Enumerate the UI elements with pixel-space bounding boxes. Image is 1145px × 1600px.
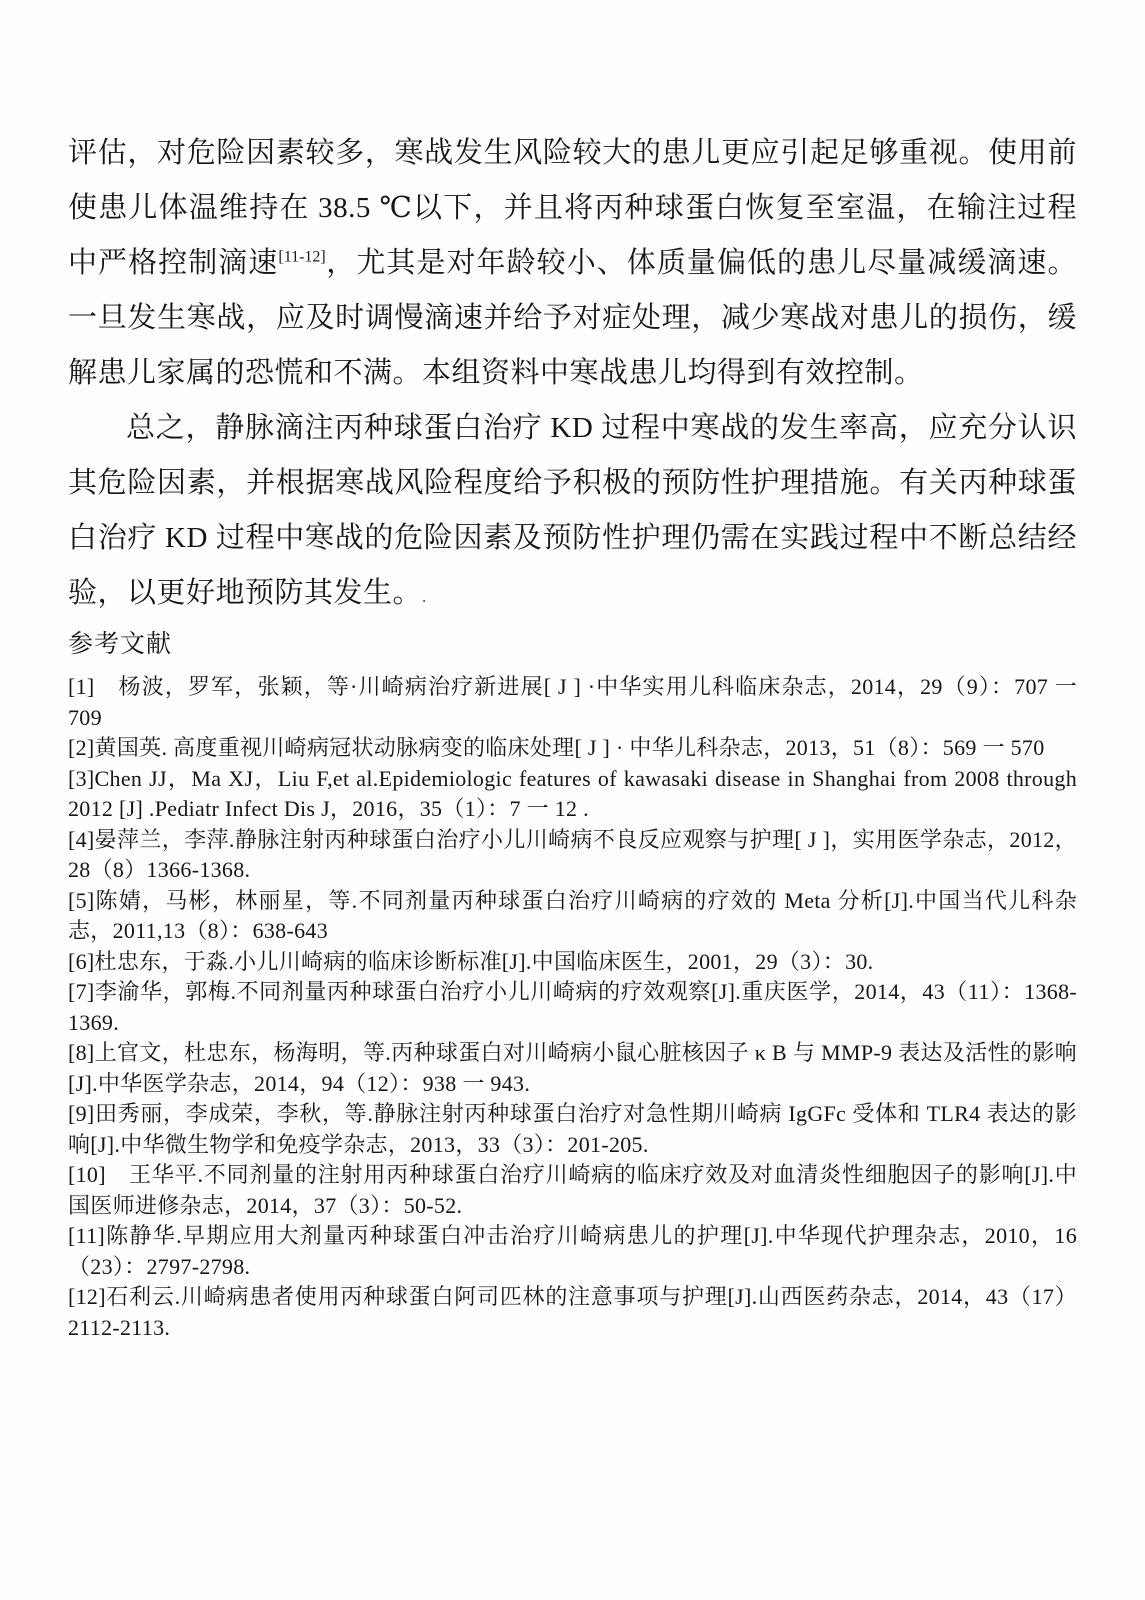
reference-item: [5]陈婧，马彬，林丽星，等.不同剂量丙种球蛋白治疗川崎病的疗效的 Meta 分析[J].中国当代儿科杂志，2011,13（8）：638-643 (68, 887, 1077, 943)
paragraph-text: ，尤其是对年龄较小、体质量偏低的患儿尽量减缓滴速。一旦发生寒战，应及时调慢滴速并给予对症处理，减少寒战对患儿的损伤，缓解患儿家属的恐慌和不满。本组资料中寒战患儿均得到有效控制。 (68, 247, 1077, 389)
reference-item: [3]Chen JJ，Ma XJ，Liu F,et al.Epidemiologic features of kawasaki disease in Shanghai from 2008 through 2012 [J] .Pediatr Infect Dis J，2016，35（1）：7 一 12 . (68, 765, 1077, 821)
reference-item: [11]陈静华.早期应用大剂量丙种球蛋白冲击治疗川崎病患儿的护理[J].中华现代护理杂志，2010，16（23）：2797-2798. (68, 1223, 1077, 1279)
reference-item: [4]晏萍兰，李萍.静脉注射丙种球蛋白治疗小儿川崎病不良反应观察与护理[ J ]，实用医学杂志，2012，28（8）1366-1368. (68, 826, 1077, 882)
citation-superscript: [11-12] (278, 248, 326, 266)
references-list (68, 672, 1077, 1343)
reference-item: [6]杜忠东，于淼.小儿川崎病的临床诊断标准[J].中国临床医生，2001，29（3）：30. (68, 948, 874, 974)
reference-item: [10] 王华平.不同剂量的注射用丙种球蛋白治疗川崎病的临床疗效及对血清炎性细胞因子的影响[J].中国医师进修杂志，2014，37（3）：50-52. (68, 1162, 1077, 1218)
paragraph-text: 总之，静脉滴注丙种球蛋白治疗 KD 过程中寒战的发生率高，应充分认识其危险因素，并根据寒战风险程度给予积极的预防性护理措施。有关丙种球蛋白治疗 KD 过程中寒战的危险因素及预防性护理仍需在实践过程中不断总结经验，以更好地预防其发生。 (68, 412, 1077, 609)
reference-item: [7]李渝华，郭梅.不同剂量丙种球蛋白治疗小儿川崎病的疗效观察[J].重庆医学，2014，43（11）：1368-1369. (68, 979, 1077, 1035)
reference-item: [12]石利云.川崎病患者使用丙种球蛋白阿司匹林的注意事项与护理[J].山西医药杂志，2014，43（17）2112-2113. (68, 1284, 1077, 1340)
reference-item: [1] 杨波，罗军，张颖，等·川崎病治疗新进展[ J ] ·中华实用儿科临床杂志，2014，29（9）：707 一 709 (68, 674, 1077, 730)
reference-item: [8]上官文，杜忠东，杨海明，等.丙种球蛋白对川崎病小鼠心脏核因子 κ B 与 MMP-9 表达及活性的影响[J].中华医学杂志，2014，94（12）：938 一 943. (68, 1040, 1077, 1096)
paragraph-conclusion (68, 401, 1077, 624)
stray-period-mark: . (422, 587, 427, 606)
references-heading: 参考文献 (68, 631, 173, 658)
paragraph-text: 评估，对危险因素较多，寒战发生风险较大的患儿更应引起足够重视。使用前使患儿体温维持在 38.5 ℃以下，并且将丙种球蛋白恢复至室温，在输注过程中严格控制滴速 (68, 137, 1077, 279)
paragraph-discussion-continuation (68, 126, 1077, 401)
reference-item: [9]田秀丽，李成荣，李秋，等.静脉注射丙种球蛋白治疗对急性期川崎病 IgGFc 受体和 TLR4 表达的影响[J].中华微生物学和免疫学杂志，2013，33（3）：201-205. (68, 1101, 1077, 1157)
reference-item: [2]黄国英. 高度重视川崎病冠状动脉病变的临床处理[ J ] · 中华儿科杂志，2013，51（8）：569 一 570 (68, 735, 1045, 760)
